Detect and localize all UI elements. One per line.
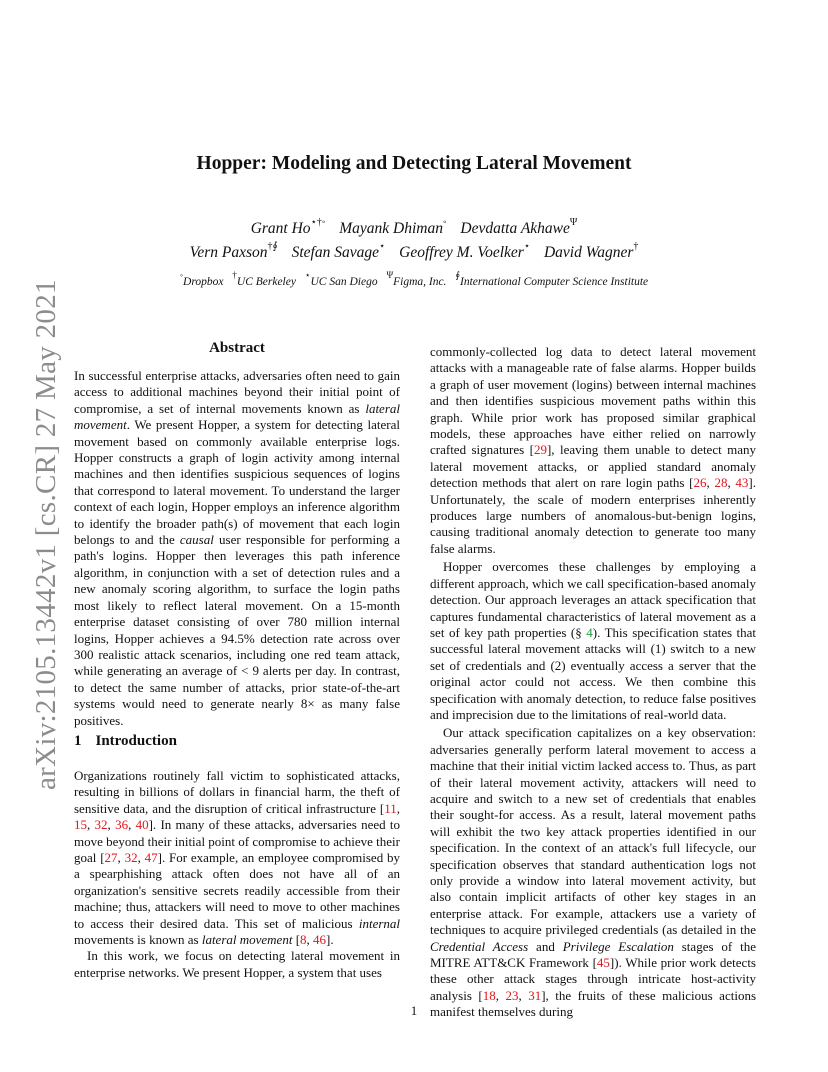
- citation-link[interactable]: 36: [115, 817, 129, 833]
- citation-link[interactable]: 28: [714, 475, 728, 491]
- citation-link[interactable]: 29: [533, 442, 547, 458]
- author-devdatta-akhawe: Devdatta Akhawe$^\Psi$: [460, 216, 578, 237]
- citation-link[interactable]: 40: [135, 817, 149, 833]
- affiliation-uc-berkeley: †UC Berkeley: [232, 270, 296, 288]
- page-number: 1: [410, 1003, 418, 1018]
- author-vern-paxson: Vern Paxson†∮: [189, 240, 278, 261]
- citation-link[interactable]: 32: [94, 817, 108, 833]
- affiliation-figma: $^\Psi$Figma, Inc.: [386, 270, 447, 288]
- author-line-1: [0, 216, 828, 238]
- author-grant-ho: Grant Ho⋆†◦: [250, 216, 326, 237]
- right-column: [430, 344, 756, 1021]
- citation-link[interactable]: 45: [596, 955, 610, 971]
- affiliation-uc-san-diego: ⋆UC San Diego: [304, 270, 378, 288]
- abstract-text: In successful enterprise attacks, adversaries often need to gain access to additional machines beyond their initial point of compromise, a set of internal movements known as lateral movement. We present Hopper, a system for detecting lateral movement based on commonly available enterprise logs. Hopper constructs a graph of login activity among internal machines and then identifies suspicious sequences of logins that correspond to lateral movement. To understand the larger context of each login, Hopper employs an inference algorithm to identify the broader path(s) of movement that each login belongs to and the causal user responsible for performing a path's logins. Hopper then leverages this path inference algorithm, in conjunction with a set of detection rules and a new anomaly scoring algorithm, to surface the login paths most likely to reflect lateral movement. On a 15-month enterprise dataset consisting of over 780 million internal logins, Hopper achieves a 94.5% detection rate across over 300 realistic attack scenarios, including one red team attack, while generating an average of < 9 alerts per day. In contrast, to detect the same number of attacks, prior state-of-the-art systems would need to generate nearly 8× as many false positives.: [74, 368, 400, 728]
- citation-link[interactable]: 46: [313, 932, 327, 948]
- affiliation-icsi: ∮International Computer Science Institute: [455, 270, 649, 288]
- right-paragraph-3: Our attack specification capitalizes on a key observation: adversaries generally perform lateral movement to access a machine that their initial victim lacked access to. Thus, as part of their lateral movement activity, attackers will need to acquire and switch to a new set of credentials that enables their sought-for access. As a result, lateral movement paths will exhibit the two key attack properties identified in our specification. In the context of an attack's full lifecycle, our specification observes that standard authentication logs not only provide a window into lateral movement activity, but also contain implicit artifacts of other key stages in an enterprise attack. For example, attackers use a variety of techniques to acquire privileged credentials (as detailed in the Credential Access and Privilege Escalation stages of the MITRE ATT&CK Framework [45]). While prior work detects these other attack stages through intricate host-activity analysis [18, 23, 31], the fruits of these malicious actions manifest themselves during: [430, 725, 757, 1020]
- introduction-text: [74, 768, 400, 981]
- author-stefan-savage: Stefan Savage⋆: [291, 240, 386, 261]
- left-column: [74, 368, 400, 729]
- citation-link[interactable]: 18: [482, 987, 496, 1003]
- citation-link[interactable]: 8: [300, 932, 307, 948]
- affiliation-dropbox: ◦Dropbox: [179, 270, 224, 288]
- intro-paragraph-1: Organizations routinely fall victim to sophisticated attacks, resulting in billions of dollars in financial harm, the theft of sensitive data, and the disruption of critical infrastructure [11, 15, 32, 36, 40]. In many of these attacks, adversaries need to move beyond their initial point of compromise to achieve their goal [27, 32, 47]. For example, an employee compromised by a spearphishing attack often does not have all of an organization's sensitive secrets readily accessible from their machine; thus, attackers will need to move to other machines to access their desired data. This set of malicious internal movements is known as lateral movement [8, 46].: [74, 768, 401, 948]
- paper-title: Hopper: Modeling and Detecting Lateral Movement: [196, 153, 632, 174]
- citation-link[interactable]: 32: [124, 850, 138, 866]
- author-mayank-dhiman: Mayank Dhiman◦: [339, 216, 447, 237]
- citation-link[interactable]: 27: [104, 850, 118, 866]
- right-paragraph-2: Hopper overcomes these challenges by employing a different approach, which we call specification-based anomaly detection. Our approach leverages an attack specification that captures fundamental characteristics of lateral movement as a set of key path properties (§ 4). This specification states that successful lateral movement attacks will (1) switch to a new set of credentials and (2) eventually access a server that the original actor could not access. We then combine this specification with anomaly detection, to reduce false positives and imprecision due to the limitations of real-world data.: [430, 559, 757, 722]
- citation-link[interactable]: 31: [528, 987, 542, 1003]
- intro-paragraph-2: In this work, we focus on detecting lateral movement in enterprise networks. We present Hopper, a system that uses: [74, 948, 400, 980]
- section-heading-introduction: 1 Introduction: [74, 733, 177, 749]
- citation-link[interactable]: 15: [74, 817, 87, 833]
- author-line-2: [0, 240, 828, 262]
- citation-link[interactable]: 47: [144, 850, 158, 866]
- citation-link[interactable]: 11: [384, 800, 397, 816]
- citation-link[interactable]: 23: [505, 987, 519, 1003]
- arxiv-identifier: arXiv:2105.13442v1 [cs.CR] 27 May 2021: [30, 279, 62, 790]
- author-geoffrey-voelker: Geoffrey M. Voelker⋆: [399, 240, 531, 261]
- abstract-heading: Abstract: [209, 340, 265, 356]
- section-link[interactable]: 4: [586, 624, 593, 640]
- right-paragraph-1: commonly-collected log data to detect lateral movement attacks with a manageable rate of false alarms. Hopper builds a graph of user movement (logins) between internal machines and then identifies suspicious movement paths within this graph. While prior work has proposed similar graphical models, these approaches have either relied on narrowly crafted signatures [29], leaving them unable to detect many lateral movement attacks, or applied standard anomaly detection methods that alert on rare login paths [26, 28, 43]. Unfortunately, the scale of modern enterprises inherently produces large numbers of anomalous-but-benign logins, causing traditional anomaly detection to generate too many false alarms.: [430, 344, 757, 556]
- citation-link[interactable]: 26: [693, 475, 707, 491]
- citation-link[interactable]: 43: [735, 475, 749, 491]
- affiliations: [0, 270, 828, 288]
- author-david-wagner: David Wagner†: [543, 240, 639, 261]
